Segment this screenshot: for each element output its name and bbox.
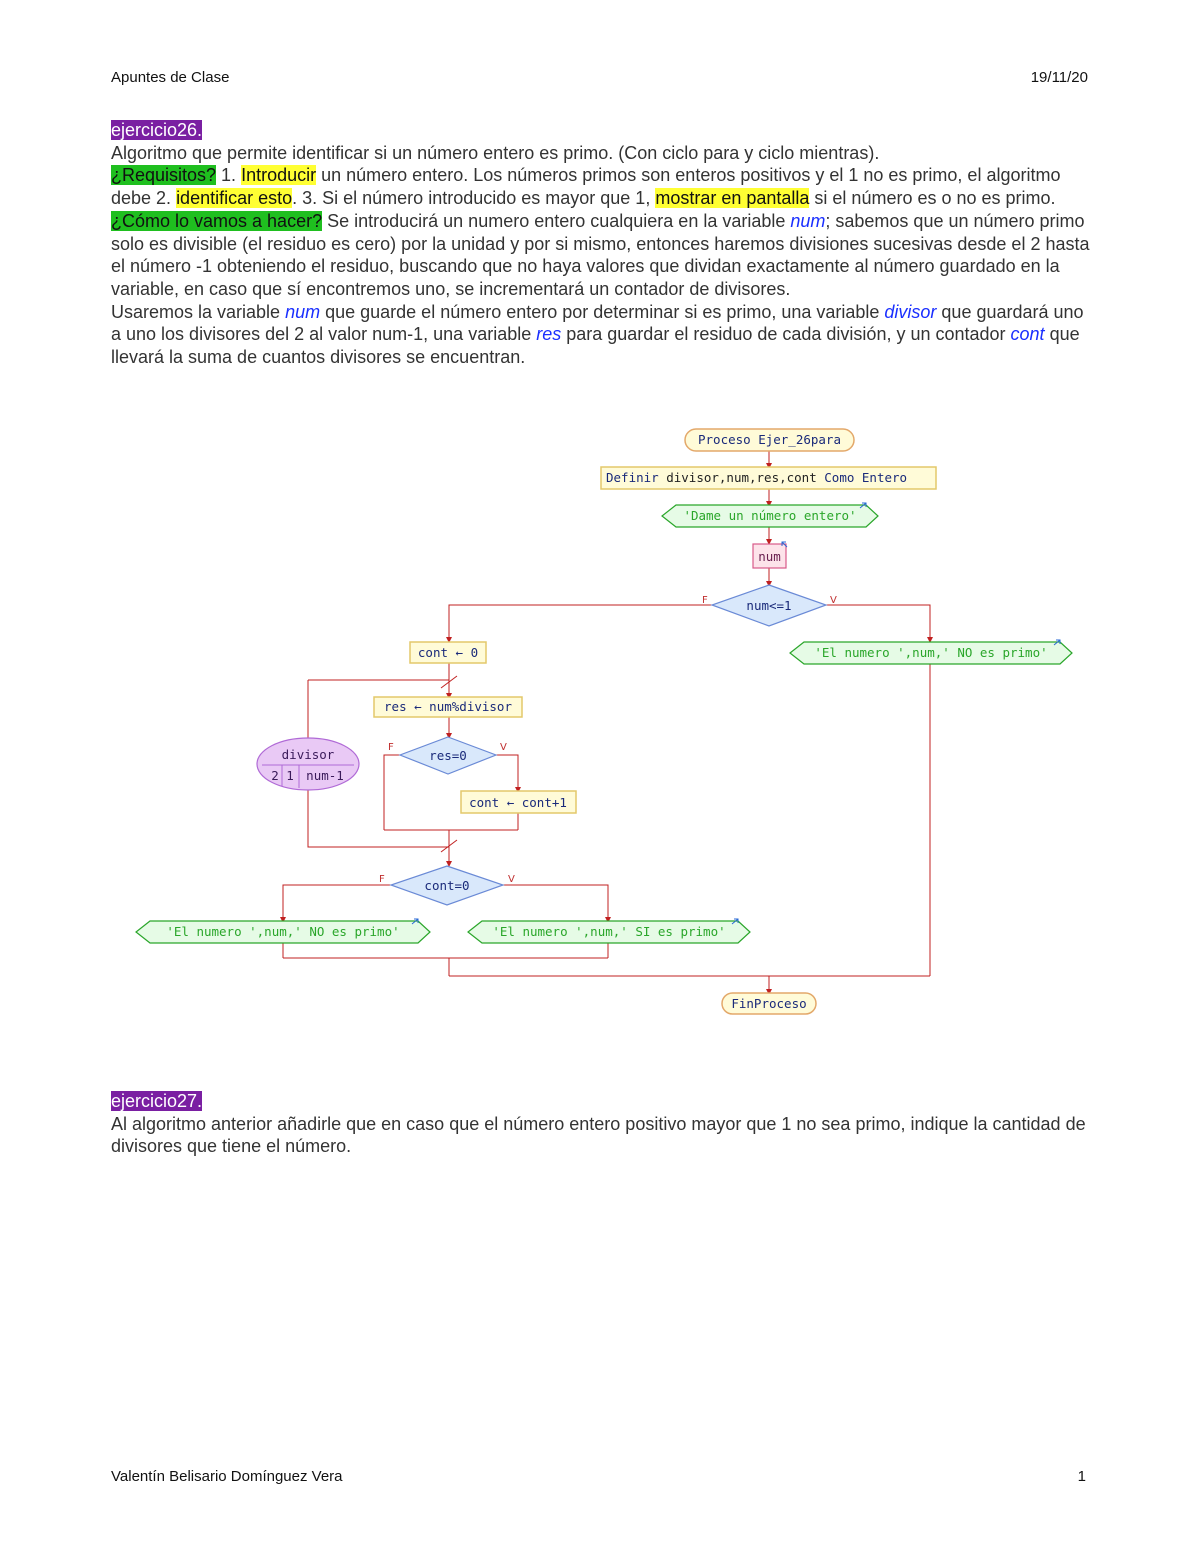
var-divisor: divisor <box>884 301 937 322</box>
var-num: num <box>790 210 826 231</box>
decision-cont-eq-0 <box>379 866 515 905</box>
loop-node <box>257 738 359 790</box>
output-prime <box>468 919 750 943</box>
highlight-introducir: Introducir <box>241 165 317 186</box>
true-label: V <box>508 874 515 885</box>
var-num: num <box>285 301 321 322</box>
cont-init-label: cont ← 0 <box>417 645 479 660</box>
false-label: F <box>388 742 394 753</box>
output-label: 'El numero ',num,' SI es primo' <box>492 924 726 939</box>
exercise-27-section <box>111 1090 1096 1158</box>
res-assign-label: res ← num%divisor <box>384 699 512 714</box>
read-node <box>753 542 787 568</box>
loop-step-label: 1 <box>286 768 294 783</box>
text-run: 1. <box>216 165 242 186</box>
requirements-label: ¿Requisitos? <box>111 165 217 186</box>
decision-label: num<=1 <box>746 598 792 613</box>
loop-start-label: 2 <box>271 768 279 783</box>
highlight-identificar: identificar esto <box>176 188 293 209</box>
text-run: que guarde el número entero por determinar si es primo, una variable <box>320 301 885 322</box>
define-node <box>601 467 936 489</box>
define-label: Definir divisor,num,res,cont Como Entero <box>606 470 908 485</box>
footer-author: Valentín Belisario Domínguez Vera <box>111 1468 343 1485</box>
cont-inc-node <box>461 791 576 813</box>
output-not-prime-2 <box>136 919 430 943</box>
text-run: Usaremos la variable <box>111 301 286 322</box>
decision-label: res=0 <box>429 748 467 763</box>
text-run: que guardará uno a uno los divisores del 2 al valor num-1, una variable <box>111 301 1084 345</box>
approach-label: ¿Cómo lo vamos a hacer? <box>111 210 323 231</box>
cont-init-node <box>410 642 486 663</box>
prompt-output-node <box>662 503 878 527</box>
exercise-27-title: ejercicio27. <box>111 1091 203 1111</box>
var-cont: cont <box>1010 324 1045 345</box>
start-node <box>685 429 854 451</box>
text-run: si el número es o no es primo. <box>809 188 1056 209</box>
true-label: V <box>830 595 837 606</box>
page-number: 1 <box>1077 1468 1086 1485</box>
exercise-26-title: ejercicio26. <box>111 120 203 140</box>
decision-res-eq-0 <box>388 737 507 774</box>
text-run: ; sabemos que un número primo solo es divisible (el residuo es cero) por la unidad y por si mismo, entonces haremos divisiones sucesivas desde el 2 hasta el número -1 obteniendo el residuo, buscando que no haya valores que dividan exactamente al número guardado en la variable, en caso que sí encontremos uno, se incrementará un contador de divisores. <box>111 210 1090 299</box>
read-label: num <box>758 549 781 564</box>
header-date: 19/11/20 <box>1030 69 1088 86</box>
highlight-mostrar: mostrar en pantalla <box>655 188 810 209</box>
res-assign-node <box>374 697 522 717</box>
decision-num-le-1 <box>702 585 837 626</box>
output-not-prime-1 <box>790 640 1072 664</box>
false-label: F <box>702 595 708 606</box>
text-run: para guardar el residuo de cada división, y un contador <box>561 324 1011 345</box>
cont-inc-label: cont ← cont+1 <box>469 795 567 810</box>
loop-var-label: divisor <box>281 747 335 762</box>
var-res: res <box>536 324 562 345</box>
end-node <box>722 993 816 1014</box>
header-title: Apuntes de Clase <box>111 69 230 86</box>
false-label: F <box>379 874 385 885</box>
decision-label: cont=0 <box>424 878 470 893</box>
true-label: V <box>500 742 507 753</box>
text-run: que llevará la suma de cuantos divisores se encuentran. <box>111 324 1080 368</box>
output-label: 'El numero ',num,' NO es primo' <box>814 645 1048 660</box>
text-run: un número entero. Los números primos son enteros positivos y el 1 no es primo, el algoritmo debe 2. <box>111 165 1061 209</box>
exercise-27-description: Al algoritmo anterior añadirle que en caso que el número entero positivo mayor que 1 no sea primo, indique la cantidad de divisores que tiene el número. <box>111 1113 1086 1157</box>
start-label: Proceso Ejer_26para <box>698 432 841 447</box>
prompt-label: 'Dame un número entero' <box>683 508 857 523</box>
loop-end-label: num-1 <box>306 768 344 783</box>
text-run: Se introducirá un numero entero cualquiera en la variable <box>322 210 791 231</box>
flow-connectors <box>283 451 930 992</box>
text-run: . 3. Si el número introducido es mayor que 1, <box>292 188 656 209</box>
exercise-26-description: Algoritmo que permite identificar si un número entero es primo. (Con ciclo para y ciclo mientras). <box>111 142 880 163</box>
output-label: 'El numero ',num,' NO es primo' <box>166 924 400 939</box>
end-label: FinProceso <box>731 996 807 1011</box>
